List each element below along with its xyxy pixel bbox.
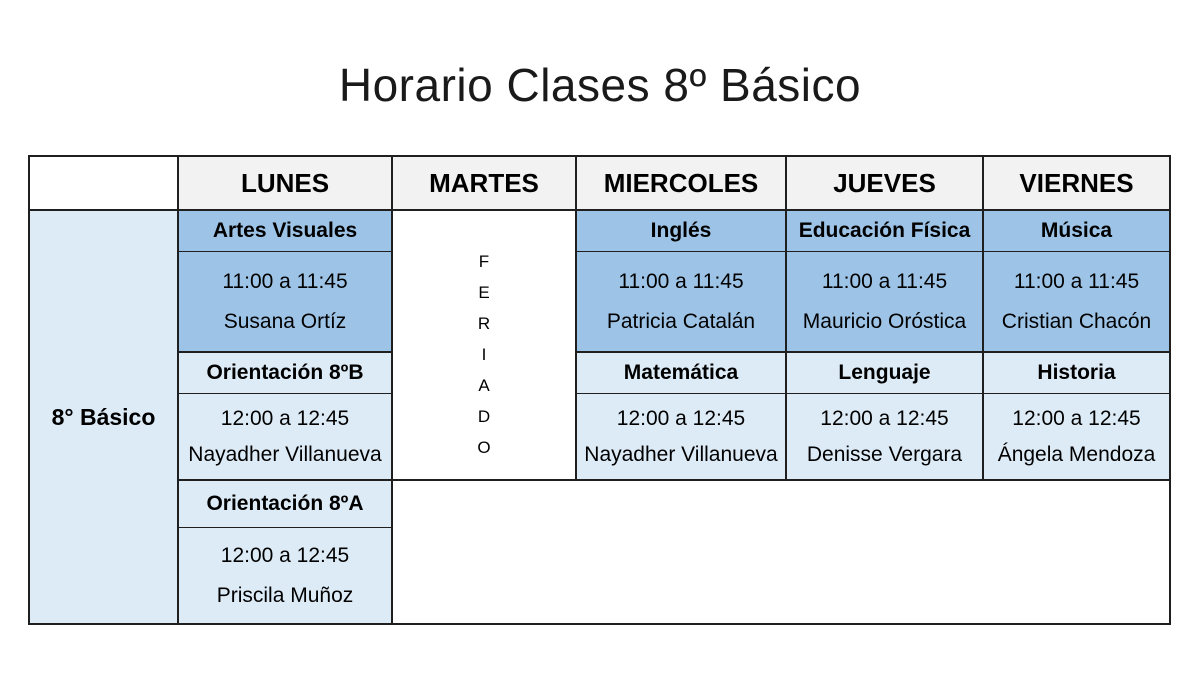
feriado-letter: I — [481, 345, 487, 364]
feriado-letter: F — [478, 252, 490, 271]
lunes-time-1: 11:00 a 11:45 — [222, 270, 348, 293]
jueves-subject-2: Lenguaje — [786, 352, 983, 394]
miercoles-subject-2: Matemática — [576, 352, 786, 394]
jueves-time-2: 12:00 a 12:45 — [820, 407, 949, 430]
lunes-subject-3: Orientación 8ºA — [178, 480, 392, 528]
viernes-info-2 — [983, 394, 1170, 480]
miercoles-time-1: 11:00 a 11:45 — [618, 270, 744, 293]
header-miercoles: MIERCOLES — [576, 156, 786, 210]
row-line-lunes-4 — [178, 527, 392, 528]
jueves-teacher-2: Denisse Vergara — [806, 443, 963, 466]
header-line — [28, 209, 1171, 211]
row-line-lunes-3 — [178, 393, 392, 394]
row-line-lunes-1 — [178, 251, 392, 252]
header-corner — [29, 156, 178, 210]
martes-feriado — [392, 210, 576, 480]
lunes-subject-1: Artes Visuales — [178, 210, 392, 252]
feriado-letter: O — [477, 438, 491, 457]
empty-area — [392, 480, 1170, 624]
header-martes: MARTES — [392, 156, 576, 210]
jueves-info-1 — [786, 252, 983, 352]
lunes-teacher-2: Nayadher Villanueva — [188, 443, 382, 466]
row-line-other-2 — [576, 351, 1170, 353]
page-title: Horario Clases 8º Básico — [338, 59, 862, 111]
miercoles-subject-1: Inglés — [576, 210, 786, 252]
lunes-teacher-3: Priscila Muñoz — [216, 584, 354, 607]
feriado-letter: E — [478, 283, 490, 302]
header-lunes: LUNES — [178, 156, 392, 210]
miercoles-teacher-1: Patricia Catalán — [606, 310, 756, 333]
col-line-martes — [575, 155, 577, 481]
border-left — [28, 155, 30, 625]
viernes-time-2: 12:00 a 12:45 — [1012, 407, 1141, 430]
miercoles-teacher-2: Nayadher Villanueva — [584, 443, 778, 466]
col-line-label — [177, 155, 179, 625]
border-bottom — [28, 623, 1171, 625]
lunes-time-3: 12:00 a 12:45 — [220, 544, 350, 567]
lunes-info-2 — [178, 394, 392, 480]
lunes-teacher-1: Susana Ortíz — [223, 310, 347, 333]
feriado-letter: R — [477, 314, 491, 333]
row-line-main — [178, 479, 1170, 481]
border-right — [1169, 155, 1171, 625]
viernes-subject-2: Historia — [983, 352, 1170, 394]
lunes-time-2: 12:00 a 12:45 — [220, 407, 350, 430]
viernes-time-1: 11:00 a 11:45 — [1013, 270, 1140, 293]
viernes-subject-1: Música — [983, 210, 1170, 252]
border-top — [28, 155, 1171, 157]
lunes-subject-2: Orientación 8ºB — [178, 352, 392, 394]
lunes-info-1 — [178, 252, 392, 352]
col-line-lunes — [391, 155, 393, 625]
viernes-teacher-2: Ángela Mendoza — [997, 443, 1156, 466]
jueves-info-2 — [786, 394, 983, 480]
row-label-8-basico: 8° Básico — [29, 210, 178, 624]
header-viernes: VIERNES — [983, 156, 1170, 210]
lunes-info-3 — [178, 528, 392, 624]
col-line-miercoles — [785, 155, 787, 481]
viernes-teacher-1: Cristian Chacón — [1001, 310, 1152, 333]
row-line-other-3 — [576, 393, 1170, 394]
miercoles-info-1 — [576, 252, 786, 352]
row-line-lunes-2 — [178, 351, 392, 353]
jueves-teacher-1: Mauricio Oróstica — [802, 310, 967, 333]
jueves-subject-1: Educación Física — [786, 210, 983, 252]
miercoles-time-2: 12:00 a 12:45 — [616, 407, 746, 430]
row-line-other-1 — [576, 251, 1170, 252]
feriado-letter: A — [478, 376, 490, 395]
miercoles-info-2 — [576, 394, 786, 480]
viernes-info-1 — [983, 252, 1170, 352]
header-jueves: JUEVES — [786, 156, 983, 210]
feriado-letter: D — [477, 407, 491, 426]
col-line-jueves — [982, 155, 984, 481]
jueves-time-1: 11:00 a 11:45 — [821, 270, 948, 293]
